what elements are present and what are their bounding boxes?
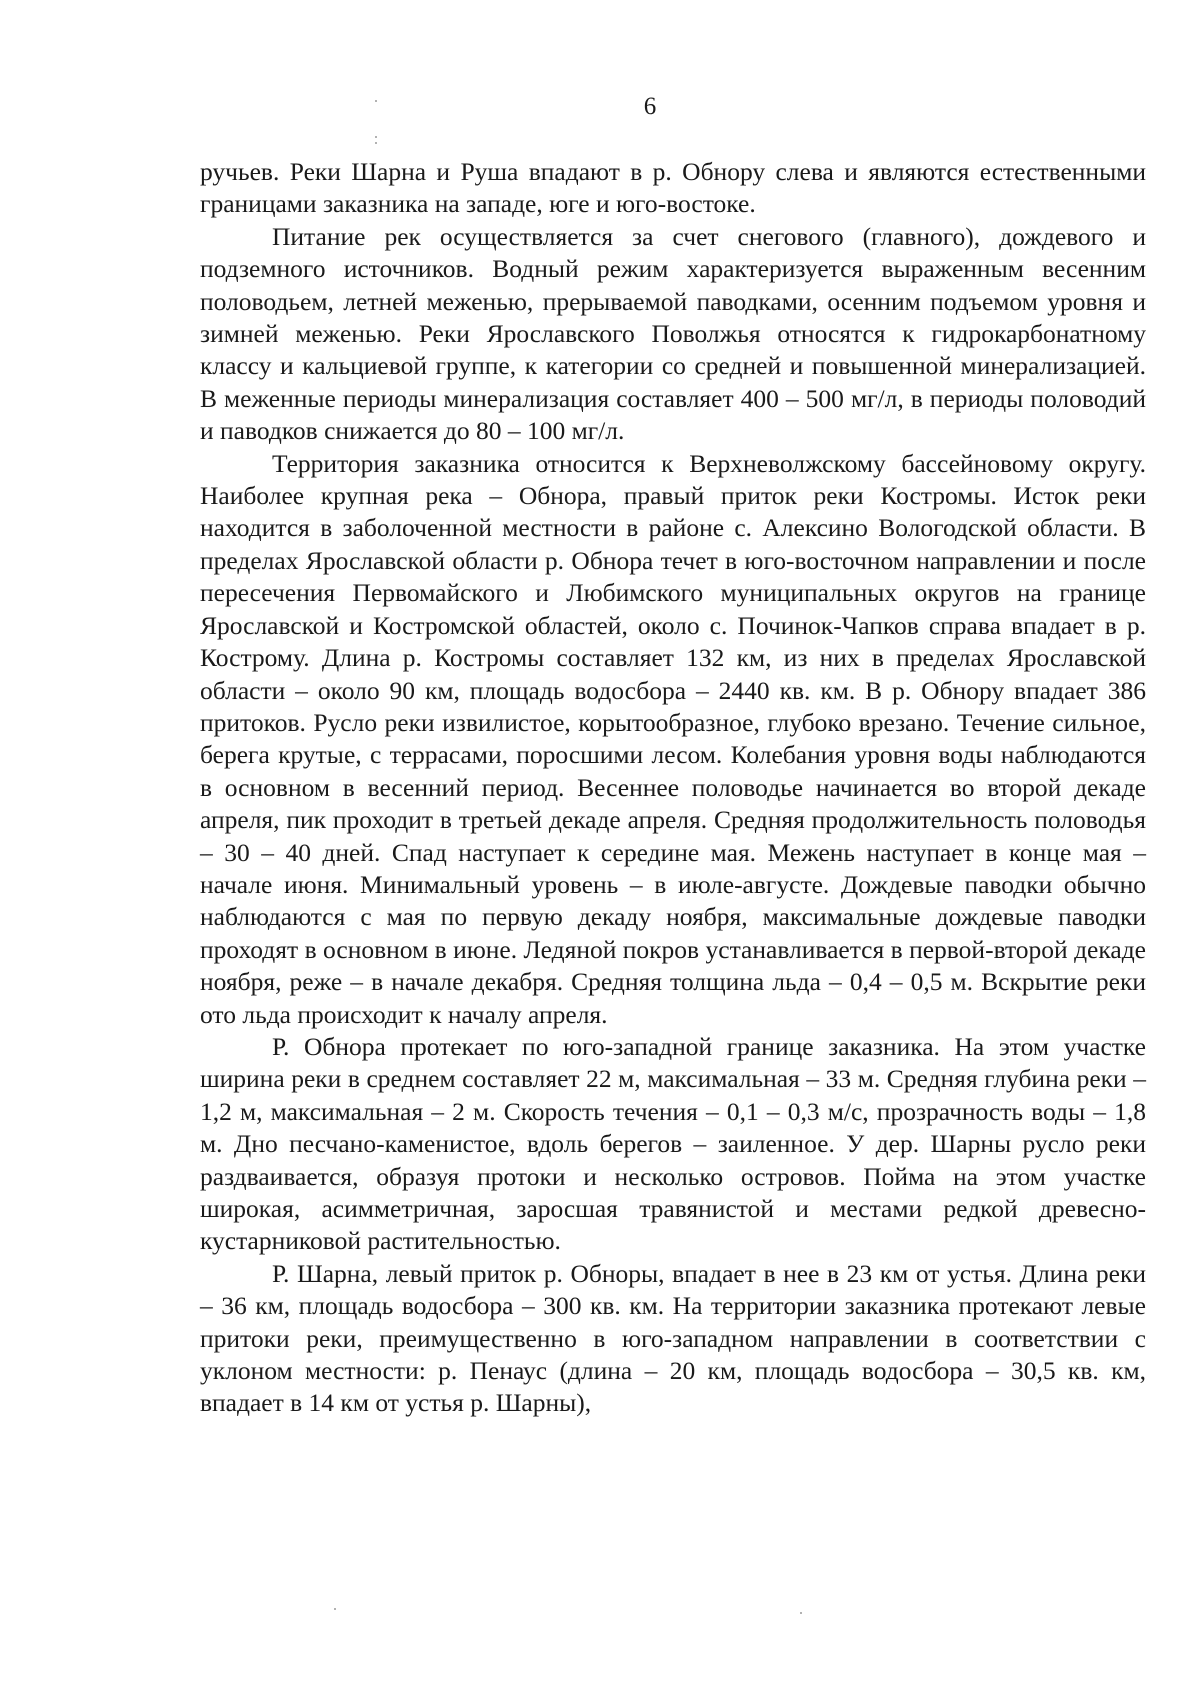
scan-speck	[375, 136, 377, 138]
scan-speck	[334, 1608, 336, 1610]
document-body	[200, 156, 1146, 1420]
paragraph-2: Питание рек осуществляется за счет снегового (главного), дождевого и подземного источников. Водный режим характеризуется выраженным весенним половодьем, летней меженью, прерываемой паводками, осенним подъемом уровня и зимней меженью. Реки Ярославского Поволжья относятся к гидрокарбонатному классу и кальциевой группе, к категории со средней и повышенной минерализацией. В меженные периоды минерализация составляет 400 – 500 мг/л, в периоды половодий и паводков снижается до 80 – 100 мг/л.	[200, 221, 1146, 446]
page-number: 6	[643, 93, 657, 120]
scan-speck	[800, 1612, 802, 1614]
paragraph-1: ручьев. Реки Шарна и Руша впадают в р. Обнору слева и являются естественными границами заказника на западе, юге и юго-востоке.	[200, 157, 1146, 219]
paragraph-5: Р. Шарна, левый приток р. Обноры, впадает в нее в 23 км от устья. Длина реки – 36 км, площадь водосбора – 300 кв. км. На территории заказника протекают левые притоки реки, преимущественно в юго-западном направлении в соответствии с уклоном местности: р. Пенаус (длина – 20 км, площадь водосбора – 30,5 кв. км, впадает в 14 км от устья р. Шарны),	[200, 1258, 1146, 1418]
scan-speck	[375, 100, 377, 102]
scan-speck	[375, 142, 377, 144]
paragraph-3: Территория заказника относится к Верхневолжскому бассейновому округу. Наиболее крупная река – Обнора, правый приток реки Костромы. Исток реки находится в заболоченной местности в районе с. Алексино Вологодской области. В пределах Ярославской области р. Обнора течет в юго-восточном направлении и после пересечения Первомайского и Любимского муниципальных округов на границе Ярославской и Костромской областей, около с. Починок-Чапков справа впадает в р. Кострому. Длина р. Костромы составляет 132 км, из них в пределах Ярославской области – около 90 км, площадь водосбора – 2440 кв. км. В р. Обнору впадает 386 притоков. Русло реки извилистое, корытообразное, глубоко врезано. Течение сильное, берега крутые, с террасами, поросшими лесом. Колебания уровня воды наблюдаются в основном в весенний период. Весеннее половодье начинается во второй декаде апреля, пик проходит в третьей декаде апреля. Средняя продолжительность половодья – 30 – 40 дней. Спад наступает к середине мая. Межень наступает в конце мая – начале июня. Минимальный уровень – в июле-августе. Дождевые паводки обычно наблюдаются с мая по первую декаду ноября, максимальные дождевые паводки проходят в основном в июне. Ледяной покров устанавливается в первой-второй декаде ноября, реже – в начале декабря. Средняя толщина льда – 0,4 – 0,5 м. Вскрытие реки ото льда происходит к началу апреля.	[200, 448, 1146, 1029]
paragraph-4: Р. Обнора протекает по юго-западной границе заказника. На этом участке ширина реки в среднем составляет 22 м, максимальная – 33 м. Средняя глубина реки – 1,2 м, максимальная – 2 м. Скорость течения – 0,1 – 0,3 м/с, прозрачность воды – 1,8 м. Дно песчано-каменистое, вдоль берегов – заиленное. У дер. Шарны русло реки раздваивается, образуя протоки и несколько островов. Пойма на этом участке широкая, асимметричная, заросшая травянистой и местами редкой древесно-кустарниковой растительностью.	[200, 1031, 1146, 1256]
